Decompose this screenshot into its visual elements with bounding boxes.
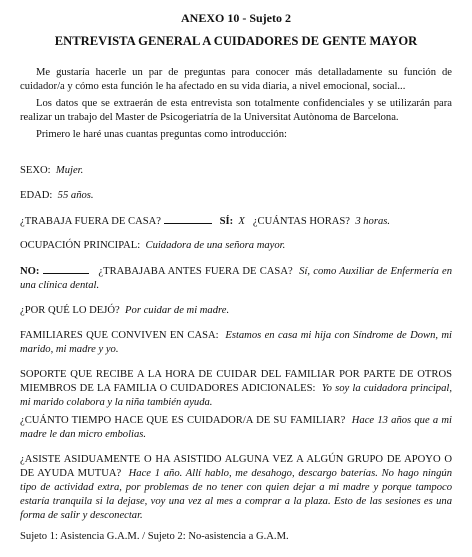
horas-answer: 3 horas. (355, 216, 391, 227)
annex-separator: - (239, 11, 250, 25)
annex-header (0, 11, 472, 26)
document-title: ENTREVISTA GENERAL A CUIDADORES DE GENTE MAYOR (54, 34, 418, 48)
annex-label: ANEXO 10 (180, 11, 240, 25)
ocupacion-question: OCUPACIÓN PRINCIPAL: (20, 240, 141, 251)
annex-subject: Sujeto 2 (249, 11, 291, 25)
footnote: Sujeto 1: Asistencia G.A.M. / Sujeto 2: No-asistencia a G.A.M. (20, 531, 289, 542)
no-blank-line (43, 264, 89, 274)
intro-paragraph-1: Me gustaría hacerle un par de preguntas para conocer más detalladamente su función de cuidador/a y cómo esta función le ha afectado en su vida diaria, a nivel emocional, social... (20, 67, 452, 92)
field-grupo-apoyo (20, 453, 452, 523)
field-familiares (20, 329, 452, 357)
field-tiempo (20, 414, 452, 442)
soporte-answer: Yo soy la cuidadora principal, mi marido colabora y la niña también ayuda. (20, 383, 452, 408)
intro-paragraph-2: Los datos que se extraerán de esta entrevista son totalmente confidenciales y se utilizarán para realizar un trabajo del Master de Psicogeriatría de la Universitat Autònoma de Barcelona. (20, 98, 452, 123)
intro-paragraph-3: Primero le haré unas cuantas preguntas como introducción: (36, 129, 287, 140)
antes-answer: Sí, como Auxiliar de Enfermería en una clínica dental. (20, 266, 452, 291)
ocupacion-answer: Cuidadora de una señora mayor. (145, 240, 286, 251)
antes-question: ¿TRABAJABA ANTES FUERA DE CASA? (98, 266, 293, 277)
field-por-que (20, 304, 452, 318)
no-label: NO: (20, 266, 40, 277)
field-soporte (20, 368, 452, 410)
edad-answer: 55 años. (57, 190, 94, 201)
edad-question: EDAD: (20, 190, 53, 201)
tiempo-question: ¿CUÁNTO TIEMPO HACE QUE ES CUIDADOR/A DE SU FAMILIAR? (20, 415, 346, 426)
sexo-question: SEXO: (20, 165, 51, 176)
gam-question: ¿ASISTE ASIDUAMENTE O HA ASISTIDO ALGUNA VEZ A ALGÚN GRUPO DE APOYO O DE AYUDA MUTUA? (20, 454, 452, 479)
gam-answer: Hace 1 año. Allí hablo, me desahogo, descargo baterías. No hago ningún tipo de actividad extra, por problemas de no tener con quien dejar a mi madre y porque tampoco estaría tranquila si la dejase, voy una vez al mes a comprar a la plaza. Esto de las sesiones es una forma de salir y desconectar. (20, 468, 452, 521)
porque-question: ¿POR QUÉ LO DEJÓ? (20, 305, 120, 316)
sexo-answer: Mujer. (55, 165, 84, 176)
trabaja-blank-line (164, 214, 212, 224)
field-sexo (20, 164, 452, 178)
field-edad (20, 189, 452, 203)
tiempo-answer: Hace 13 años que a mi madre le dan micro embolias. (20, 415, 453, 440)
field-trabaja (20, 214, 452, 229)
si-label: SÍ: (219, 216, 234, 227)
field-trabajaba-antes (20, 264, 452, 293)
si-mark: X (238, 216, 245, 227)
familiares-question: FAMILIARES QUE CONVIVEN EN CASA: (20, 330, 219, 341)
horas-question: ¿CUÁNTAS HORAS? (252, 216, 351, 227)
trabaja-question: ¿TRABAJA FUERA DE CASA? (20, 216, 161, 227)
soporte-question: SOPORTE QUE RECIBE A LA HORA DE CUIDAR DEL FAMILIAR POR PARTE DE OTROS MIEMBROS DE LA FAMILIA O CUIDADORES ADICIONALES: (20, 369, 452, 394)
familiares-answer: Estamos en casa mi hija con Síndrome de Down, mi marido, mi madre y yo. (20, 330, 453, 355)
porque-answer: Por cuidar de mi madre. (125, 305, 230, 316)
field-ocupacion (20, 239, 452, 253)
